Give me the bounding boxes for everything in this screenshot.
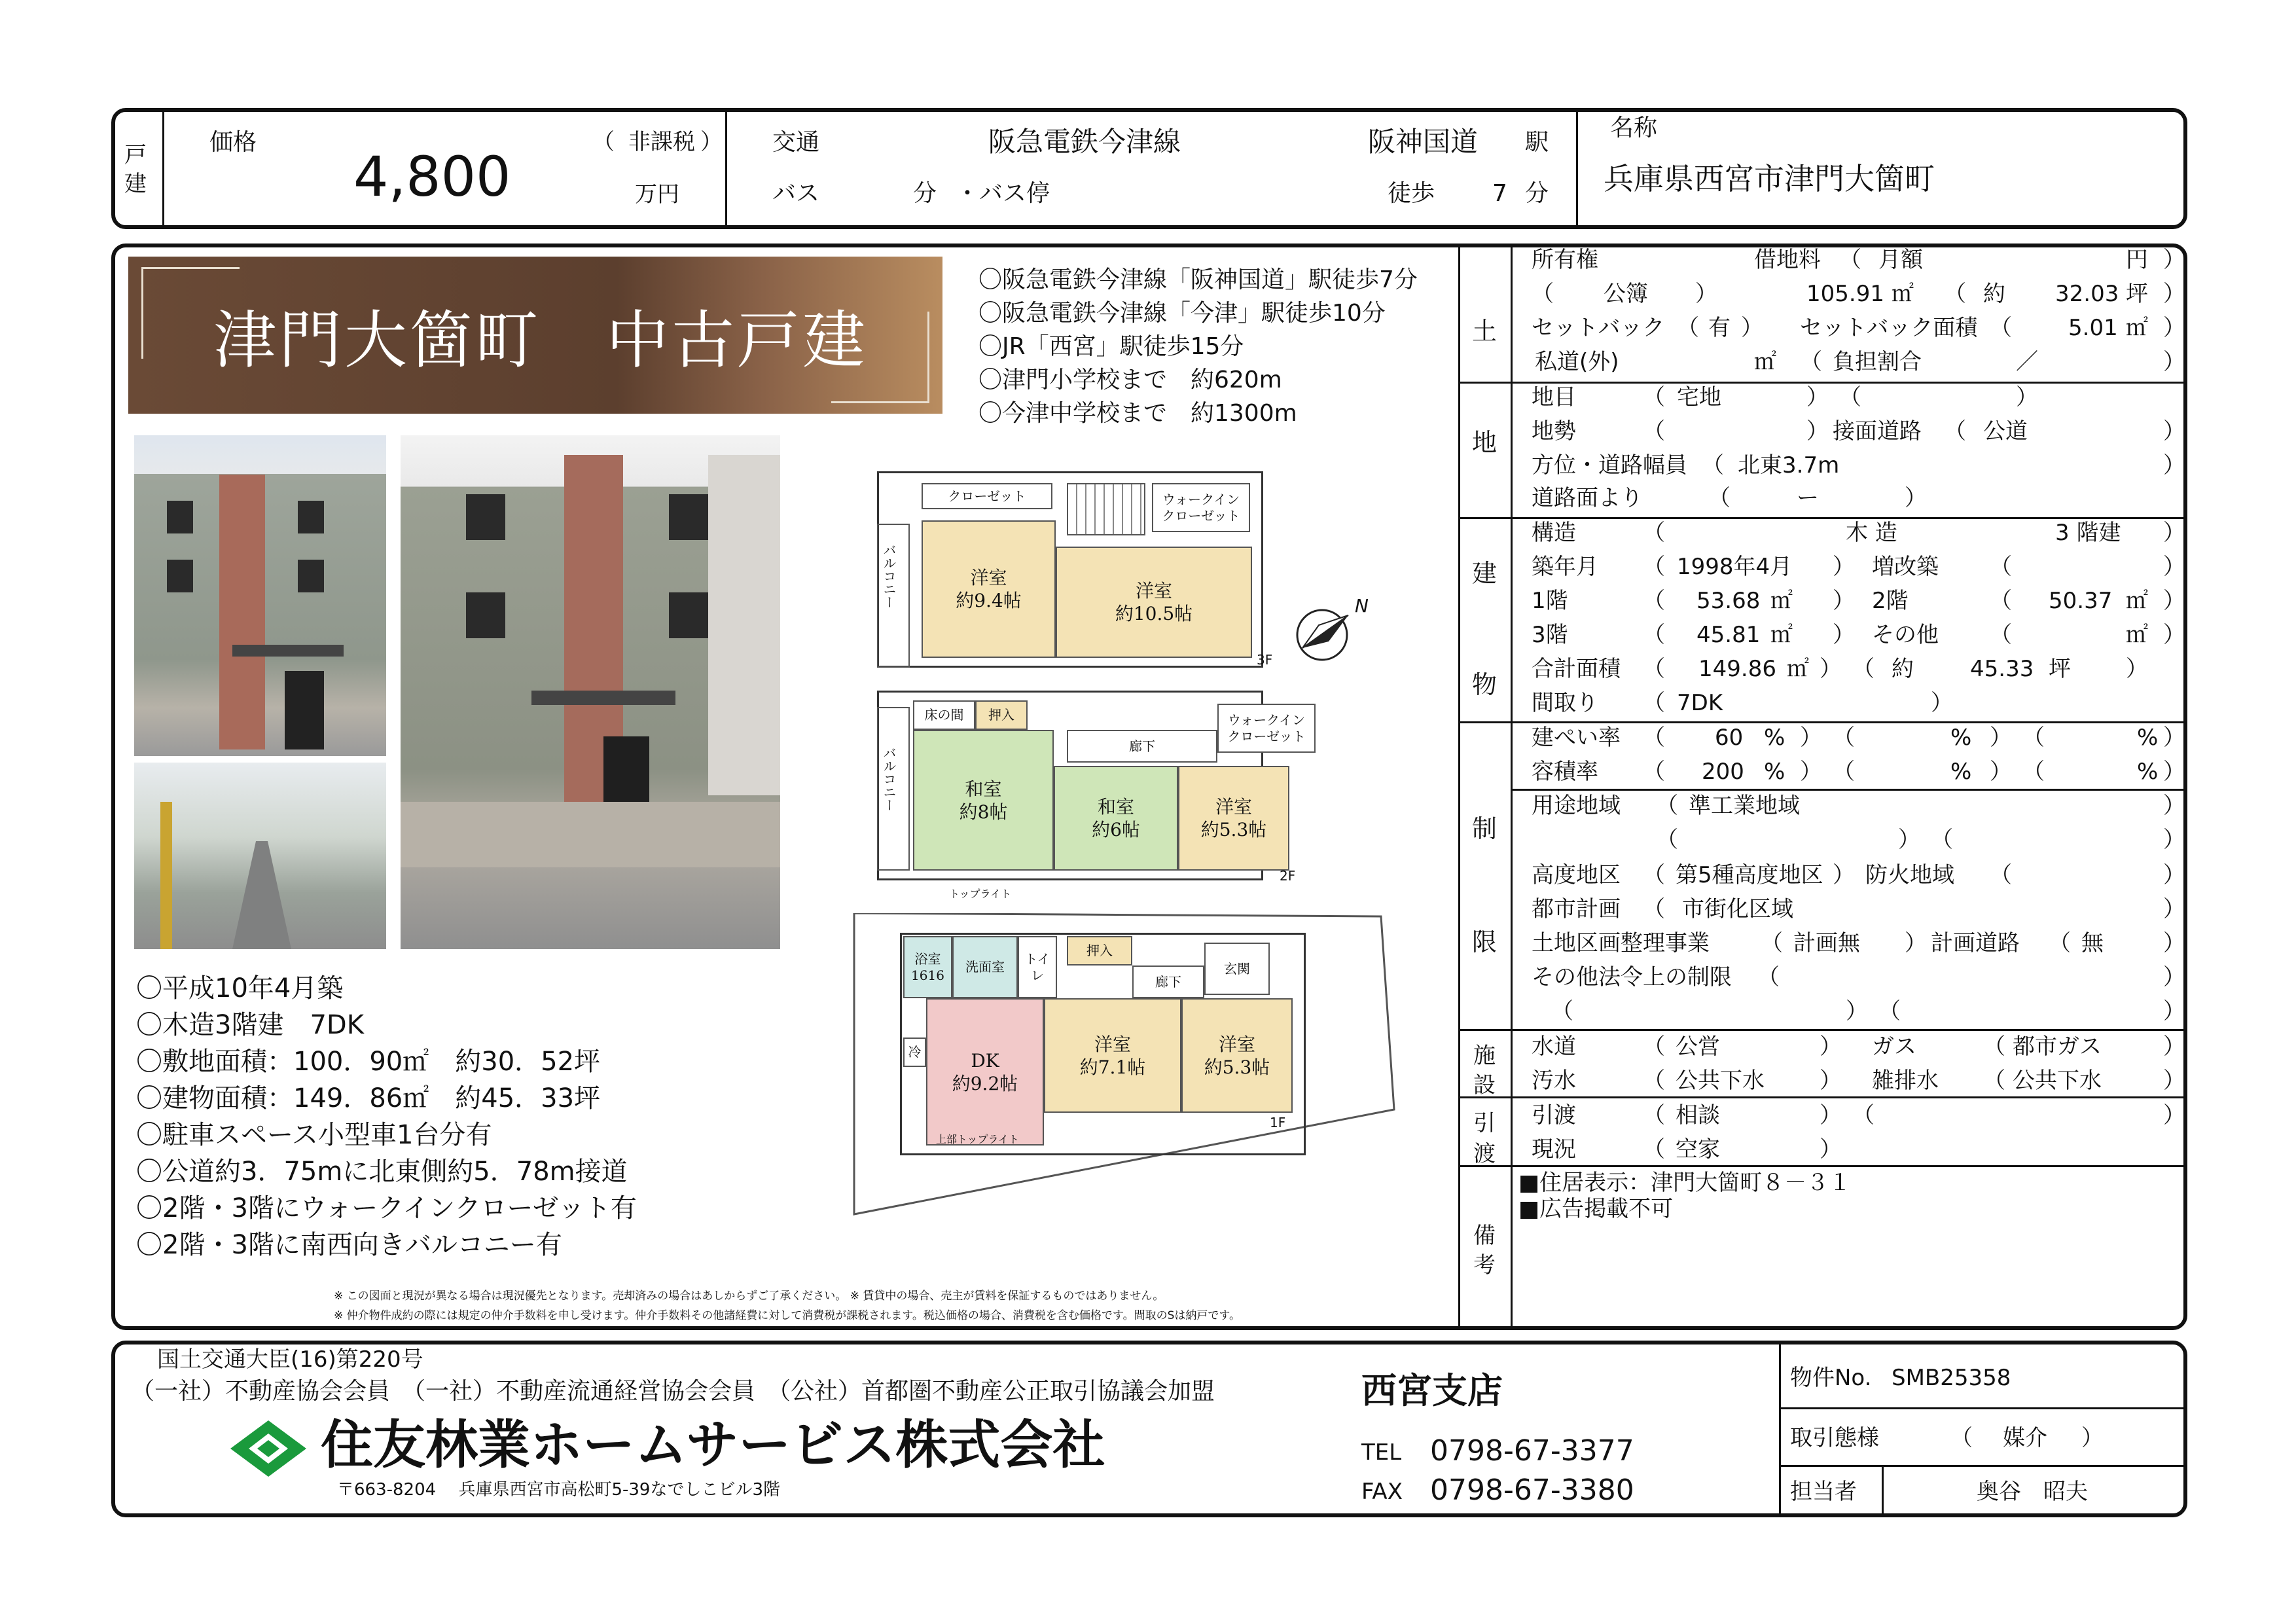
spec-cell: 坪 bbox=[2049, 656, 2071, 682]
price-label: 価格 bbox=[209, 129, 257, 156]
spec-cell: 105.91 bbox=[1806, 281, 1884, 307]
remark-line: ■広告掲載不可 bbox=[1518, 1196, 1674, 1222]
spec-cell: （ bbox=[2022, 759, 2045, 785]
spec-cell: 計画無 bbox=[1793, 930, 1860, 956]
tel-number: 0798-67-3377 bbox=[1430, 1434, 1634, 1468]
spec-cell: ） bbox=[2163, 862, 2185, 888]
spec-cell: ） bbox=[1820, 1068, 1842, 1094]
spec-cell: ） bbox=[1833, 622, 1855, 648]
spec-cell: % bbox=[1764, 759, 1785, 785]
spec-cell: 公共下水 bbox=[1676, 1068, 1765, 1094]
spec-cell: ） bbox=[1898, 827, 1920, 853]
spec-cell: 32.03 bbox=[2055, 281, 2119, 307]
room-1f-2: 洋室 約5.3帖 bbox=[1181, 998, 1293, 1113]
spec-cell: ） bbox=[1833, 588, 1855, 614]
street-photo bbox=[134, 763, 386, 949]
spec-cell: 計画道路 bbox=[1931, 930, 2020, 956]
company-logo-icon bbox=[229, 1419, 308, 1478]
house-photo-front bbox=[134, 435, 386, 756]
spec-cell: （ bbox=[1656, 793, 1678, 819]
spec-cell: 60 bbox=[1715, 725, 1744, 751]
feature-item: 〇建物面積：149．86㎡ 約45．33坪 bbox=[136, 1083, 601, 1113]
spec-cell: ） bbox=[1990, 725, 2012, 751]
spec-cell: （ bbox=[1643, 725, 1665, 751]
spec-cell: （ bbox=[1643, 554, 1665, 580]
spec-cell: （ bbox=[1656, 827, 1678, 853]
spec-cell: 空家 bbox=[1676, 1136, 1720, 1163]
spec-cell: ㎡ bbox=[1770, 588, 1793, 614]
closet: クローゼット bbox=[922, 483, 1052, 509]
spec-cell: 45.81 bbox=[1696, 622, 1761, 648]
spec-cell: ） bbox=[1820, 656, 1842, 682]
spec-cell: % bbox=[1950, 759, 1972, 785]
spec-cell: ） bbox=[2163, 315, 2185, 341]
spec-cell: 道路面より bbox=[1532, 485, 1643, 511]
oshiire-1f: 押入 bbox=[1067, 936, 1132, 965]
spec-cell: （ bbox=[1551, 998, 1573, 1024]
fax-label: FAX bbox=[1361, 1479, 1403, 1505]
floor-label-1f: 1F bbox=[1270, 1115, 1286, 1130]
spec-cell: ） bbox=[2163, 896, 2185, 922]
spec-cell: 構造 bbox=[1532, 520, 1576, 546]
transport-label: 交通 bbox=[772, 129, 820, 156]
property-no: SMB25358 bbox=[1892, 1365, 2011, 1391]
train-line: 阪急電鉄今津線 bbox=[988, 126, 1181, 158]
feature-item: 〇平成10年4月築 bbox=[136, 973, 344, 1003]
spec-cell: 円 bbox=[2126, 247, 2148, 273]
spec-cell: 53.68 bbox=[1696, 588, 1761, 614]
spec-cell: 容積率 bbox=[1532, 759, 1598, 785]
spec-cell: ㎡ bbox=[1754, 349, 1776, 375]
spec-cell: ） bbox=[1931, 690, 1953, 716]
walk-in-closet: ウォークイン クローゼット bbox=[1152, 483, 1250, 532]
spec-cell: 149.86 bbox=[1698, 656, 1776, 682]
balcony-label-2f: バルコニー bbox=[881, 746, 897, 812]
spec-cell: ） bbox=[2163, 793, 2185, 819]
spec-cell: （ bbox=[2049, 930, 2071, 956]
spec-cell: 雑排水 bbox=[1872, 1068, 1939, 1094]
spec-cell: 地目 bbox=[1532, 384, 1576, 410]
spec-cell: 200 bbox=[1702, 759, 1744, 785]
spec-cell: （ bbox=[1983, 1068, 2005, 1094]
spec-cell: 増改築 bbox=[1872, 554, 1939, 580]
spec-cell: （ bbox=[1983, 1034, 2005, 1060]
spec-cell: （ bbox=[1643, 862, 1665, 888]
walk-label: 徒歩 bbox=[1388, 180, 1435, 207]
spec-cell: ） bbox=[1806, 418, 1829, 444]
bus-minutes: 分 bbox=[913, 180, 937, 207]
spec-cell: ー bbox=[1797, 485, 1819, 511]
toilet: トイレ bbox=[1018, 936, 1057, 998]
remarks-cat-2: 考 bbox=[1473, 1252, 1496, 1278]
staff-label: 担当者 bbox=[1790, 1479, 1857, 1505]
bus-stop: ・バス停 bbox=[956, 180, 1050, 207]
spec-cell: 2階 bbox=[1872, 588, 1909, 614]
spec-cell: 坪 bbox=[2126, 281, 2148, 307]
spec-cell: 宅地 bbox=[1677, 384, 1721, 410]
spec-cell: 5.01 bbox=[2068, 315, 2118, 341]
spec-cell: ） bbox=[1990, 759, 2012, 785]
deal-close: ） bbox=[2081, 1425, 2104, 1451]
spec-cell: （ bbox=[1990, 622, 2012, 648]
spec-cell: ） bbox=[1820, 1136, 1842, 1163]
spec-cell: 土地区画整理事業 bbox=[1532, 930, 1710, 956]
spec-cell: ） bbox=[2163, 588, 2185, 614]
deal-type-label: 取引態様 bbox=[1790, 1425, 1879, 1451]
spec-cell: （ bbox=[1931, 827, 1953, 853]
spec-cell: ） bbox=[2163, 1068, 2185, 1094]
tokonoma: 床の間 bbox=[913, 700, 975, 730]
spec-cell: 建ぺい率 bbox=[1532, 725, 1621, 751]
spec-cell: （ bbox=[1852, 656, 1874, 682]
spec-cell: ガス bbox=[1872, 1034, 1916, 1060]
spec-cell: 第5種高度地区 bbox=[1676, 862, 1823, 888]
hallway-2f: 廊下 bbox=[1067, 730, 1217, 763]
property-type-label: 戸建 bbox=[124, 142, 147, 198]
toplight-1f: 上部トップライト bbox=[936, 1133, 1020, 1146]
spec-cell: ） bbox=[2163, 1102, 2185, 1128]
spec-cell: 7DK bbox=[1677, 690, 1723, 716]
price-value: 4,800 bbox=[353, 145, 511, 209]
access-item: 〇阪急電鉄今津線「今津」駅徒歩10分 bbox=[978, 300, 1386, 327]
feature-item: 〇2階・3階にウォークインクローゼット有 bbox=[136, 1193, 637, 1223]
spec-cell: その他 bbox=[1872, 622, 1939, 648]
remarks-cat: 備 bbox=[1473, 1223, 1496, 1249]
washroom: 洗面室 bbox=[952, 936, 1018, 998]
spec-cell: 方位・道路幅員 bbox=[1532, 452, 1687, 478]
tax-status: 非課税 bbox=[628, 129, 695, 155]
feature-item: 〇駐車スペース小型車1台分有 bbox=[136, 1120, 492, 1150]
dining-kitchen: DK 約9.2帖 bbox=[926, 998, 1044, 1146]
spec-cell: 地勢 bbox=[1532, 418, 1576, 444]
compass-icon bbox=[1289, 596, 1361, 668]
tax-open: （ bbox=[592, 129, 615, 155]
spec-cell: （ bbox=[1643, 418, 1665, 444]
facility-cat-2: 設 bbox=[1473, 1072, 1496, 1098]
spec-cell: ） bbox=[2126, 656, 2148, 682]
spec-cell: その他法令上の制限 bbox=[1532, 964, 1732, 990]
spec-cell: ） bbox=[2163, 622, 2185, 648]
spec-cell: （ bbox=[1944, 418, 1966, 444]
house-photo-angle bbox=[401, 435, 780, 949]
hallway-1f: 廊下 bbox=[1132, 965, 1204, 998]
spec-cell: 1階 bbox=[1532, 588, 1568, 614]
spec-cell: （ bbox=[1757, 964, 1780, 990]
access-item: 〇今津中学校まで 約1300m bbox=[978, 400, 1297, 427]
spec-cell: ） bbox=[1800, 759, 1822, 785]
spec-cell: （ bbox=[1643, 1034, 1665, 1060]
spec-cell: 50.37 bbox=[2049, 588, 2113, 614]
balcony-label: バルコニー bbox=[881, 543, 897, 609]
bus-label: バス bbox=[772, 180, 820, 207]
spec-cell: 45.33 bbox=[1970, 656, 2034, 682]
spec-cell: ） bbox=[2163, 281, 2185, 307]
spec-cell: ㎡ bbox=[1892, 281, 1914, 307]
fax-number: 0798-67-3380 bbox=[1430, 1473, 1634, 1507]
spec-cell: （ bbox=[1944, 281, 1966, 307]
remark-line: ■住居表示：津門大箇町８－３１ bbox=[1518, 1170, 1852, 1196]
spec-cell: （ bbox=[1643, 759, 1665, 785]
spec-cell: 都市ガス bbox=[2013, 1034, 2102, 1060]
spec-cell: （ bbox=[1643, 588, 1665, 614]
spec-cell: ） bbox=[2163, 520, 2185, 546]
feature-item: 〇敷地面積：100．90㎡ 約30．52坪 bbox=[136, 1047, 601, 1077]
spec-cell: ／ bbox=[2016, 349, 2038, 375]
spec-cell: 築年月 bbox=[1532, 554, 1598, 580]
spec-cell: （ bbox=[1800, 349, 1822, 375]
spec-cell: ） bbox=[1833, 862, 1855, 888]
name-label: 名称 bbox=[1610, 115, 1658, 141]
spec-cell: （ bbox=[1839, 384, 1861, 410]
walk-unit: 分 bbox=[1525, 180, 1549, 207]
spec-cell: 無 bbox=[2081, 930, 2104, 956]
tel-label: TEL bbox=[1361, 1439, 1402, 1466]
spec-cell: ） bbox=[1741, 315, 1763, 341]
spec-cell: % bbox=[2137, 725, 2159, 751]
room-1f-1: 洋室 約7.1帖 bbox=[1044, 998, 1181, 1113]
spec-cell: （ bbox=[1643, 896, 1665, 922]
walk-minutes: 7 bbox=[1492, 180, 1507, 207]
spec-cell: （ bbox=[1833, 759, 1855, 785]
banner-title: 津門大箇町 中古戸建 bbox=[213, 304, 868, 377]
spec-cell: 用途地域 bbox=[1532, 793, 1621, 819]
spec-cell: 1998年4月 bbox=[1677, 554, 1793, 580]
spec-cell: （ bbox=[1643, 1068, 1665, 1094]
spec-cell: ㎡ bbox=[2126, 622, 2148, 648]
spec-cell: ） bbox=[1695, 281, 1717, 307]
building-cat: 建 bbox=[1471, 559, 1497, 588]
spec-cell: 公営 bbox=[1676, 1034, 1720, 1060]
spec-cell: 北東3.7m bbox=[1738, 452, 1840, 478]
spec-cell: 公共下水 bbox=[2013, 1068, 2102, 1094]
room-3f-2: 洋室 約10.5帖 bbox=[1056, 547, 1252, 658]
spec-cell: ） bbox=[1833, 554, 1855, 580]
price-unit: 万円 bbox=[635, 181, 679, 208]
spec-cell: （ bbox=[1990, 588, 2012, 614]
spec-cell: 公道 bbox=[1983, 418, 2028, 444]
spec-cell: （ bbox=[1643, 520, 1665, 546]
spec-cell: ） bbox=[2163, 827, 2185, 853]
disclaimer: ※ 仲介物件成約の際には規定の仲介手数料を申し受けます。仲介手数料その他諸経費に対して消費税が課税されます。税込価格の場合、消費税を含む価格です。間取のSは納戸です。 bbox=[334, 1309, 1240, 1322]
spec-cell: ） bbox=[2163, 418, 2185, 444]
spec-cell: 防火地域 bbox=[1865, 862, 1954, 888]
room-3f-1: 洋室 約9.4帖 bbox=[922, 520, 1056, 658]
spec-cell: 都市計画 bbox=[1532, 896, 1621, 922]
spec-cell: （ bbox=[1839, 247, 1861, 273]
spec-cell: 市街化区域 bbox=[1682, 896, 1793, 922]
feature-item: 〇公道約3．75mに北東側約5．78m接道 bbox=[136, 1157, 628, 1187]
floor-label-2f: 2F bbox=[1280, 868, 1296, 884]
spec-cell: セットバック面積 bbox=[1800, 315, 1978, 341]
license-number: 国土交通大臣(16)第220号 bbox=[157, 1346, 423, 1373]
spec-cell: ㎡ bbox=[2126, 315, 2148, 341]
deal-type: 媒介 bbox=[2003, 1425, 2047, 1451]
spec-cell: 3階 bbox=[1532, 622, 1568, 648]
room-2f-1: 和室 約8帖 bbox=[913, 730, 1054, 871]
spec-cell: 約 bbox=[1892, 656, 1914, 682]
room-2f-2: 和室 約6帖 bbox=[1054, 766, 1178, 871]
station-suffix: 駅 bbox=[1525, 129, 1549, 156]
spec-cell: 接面道路 bbox=[1833, 418, 1922, 444]
fridge: 冷 bbox=[903, 1038, 926, 1067]
spec-cell: ） bbox=[2163, 930, 2185, 956]
associations: （一社）不動産協会会員 （一社）不動産流通経営協会会員 （公社）首都圏不動産公正取引協議会加盟 bbox=[131, 1378, 1215, 1405]
toplight-2f: トップライト bbox=[949, 888, 1012, 900]
spec-cell: ） bbox=[2163, 998, 2185, 1024]
floor-plan bbox=[851, 471, 1414, 1218]
access-item: 〇阪急電鉄今津線「阪神国道」駅徒歩7分 bbox=[978, 266, 1418, 293]
spec-cell: ） bbox=[2016, 384, 2038, 410]
spec-cell: ） bbox=[1820, 1034, 1842, 1060]
spec-cell: ） bbox=[2163, 452, 2185, 478]
spec-cell: 公簿 bbox=[1604, 281, 1648, 307]
spec-cell: 合計面積 bbox=[1532, 656, 1621, 682]
spec-cell: （ bbox=[1990, 315, 2012, 341]
spec-cell: ） bbox=[2163, 349, 2185, 375]
title-banner bbox=[128, 257, 942, 414]
spec-cell: ） bbox=[2163, 554, 2185, 580]
spec-cell: （ bbox=[1643, 622, 1665, 648]
spec-cell: ） bbox=[1800, 725, 1822, 751]
spec-cell: （ bbox=[1643, 384, 1665, 410]
spec-cell: ） bbox=[2163, 759, 2185, 785]
land-cat: 土 bbox=[1471, 317, 1497, 346]
spec-cell: （ bbox=[1761, 930, 1783, 956]
spec-cell: ㎡ bbox=[2126, 588, 2148, 614]
handover-cat-2: 渡 bbox=[1473, 1141, 1496, 1167]
spec-cell: 木 造 bbox=[1846, 520, 1897, 546]
spec-cell: （ bbox=[1990, 862, 2012, 888]
facility-cat: 施 bbox=[1473, 1043, 1496, 1069]
walk-in-closet-2f: ウォークイン クローゼット bbox=[1217, 704, 1316, 753]
spec-cell: 所有権 bbox=[1532, 247, 1598, 273]
tax-close: ） bbox=[700, 129, 723, 155]
spec-cell: （ bbox=[1990, 554, 2012, 580]
spec-cell: 高度地区 bbox=[1532, 862, 1621, 888]
spec-cell: （ bbox=[1643, 656, 1665, 682]
spec-cell: ） bbox=[1846, 998, 1868, 1024]
access-item: 〇津門小学校まで 約620m bbox=[978, 367, 1282, 393]
spec-cell: （ bbox=[1702, 452, 1724, 478]
spec-cell: セットバック bbox=[1532, 315, 1665, 341]
handover-cat: 引 bbox=[1473, 1110, 1496, 1136]
entrance: 玄関 bbox=[1204, 943, 1270, 995]
spec-cell: ） bbox=[2163, 1034, 2185, 1060]
restriction-cat-2: 限 bbox=[1471, 928, 1497, 956]
spec-cell: （ bbox=[1643, 1136, 1665, 1163]
feature-item: 〇2階・3階に南西向きバルコニー有 bbox=[136, 1230, 562, 1260]
spec-cell: （ bbox=[1532, 281, 1554, 307]
room-2f-3: 洋室 約5.3帖 bbox=[1178, 766, 1289, 871]
access-item: 〇JR「西宮」駅徒歩15分 bbox=[978, 333, 1244, 360]
land-cat-2: 地 bbox=[1471, 428, 1497, 457]
spec-cell: 私道(外) bbox=[1535, 349, 1619, 375]
spec-cell: （ bbox=[1643, 1102, 1665, 1128]
spec-cell: ） bbox=[1905, 485, 1927, 511]
property-no-label: 物件No. bbox=[1790, 1365, 1872, 1391]
feature-item: 〇木造3階建 7DK bbox=[136, 1010, 364, 1040]
spec-cell: ㎡ bbox=[1770, 622, 1793, 648]
spec-cell: （ bbox=[1708, 485, 1731, 511]
restriction-cat: 制 bbox=[1471, 814, 1497, 843]
spec-cell: 負担割合 bbox=[1833, 349, 1922, 375]
spec-cell: 約 bbox=[1983, 281, 2005, 307]
spec-cell: 月額 bbox=[1878, 247, 1923, 273]
spec-cell: 現況 bbox=[1532, 1136, 1576, 1163]
spec-cell: 水道 bbox=[1532, 1034, 1576, 1060]
deal-open: （ bbox=[1950, 1425, 1973, 1451]
spec-cell: ） bbox=[2163, 247, 2185, 273]
oshiire-2f: 押入 bbox=[975, 700, 1028, 730]
company-address: 〒663-8204 兵庫県西宮市高松町5-39なでしこビル3階 bbox=[337, 1480, 780, 1500]
spec-cell: （ bbox=[1677, 315, 1699, 341]
spec-cell: 3 階建 bbox=[2055, 520, 2121, 546]
spec-cell: 間取り bbox=[1532, 690, 1598, 716]
property-name: 兵庫県西宮市津門大箇町 bbox=[1604, 161, 1935, 196]
spec-cell: （ bbox=[1643, 690, 1665, 716]
company-name: 住友林業ホームサービス株式会社 bbox=[321, 1415, 1105, 1475]
spec-cell: % bbox=[1950, 725, 1972, 751]
spec-cell: 引渡 bbox=[1532, 1102, 1576, 1128]
spec-cell: ） bbox=[2163, 725, 2185, 751]
disclaimer: ※ この図面と現況が異なる場合は現況優先となります。売却済みの場合はあしからずご了承ください。 ※ 賃貸中の場合、売主が賃料を保証するものではありません。 bbox=[334, 1290, 1164, 1303]
branch-name: 西宮支店 bbox=[1361, 1370, 1503, 1411]
spec-cell: （ bbox=[1878, 998, 1901, 1024]
spec-cell: 相談 bbox=[1676, 1102, 1720, 1128]
spec-cell: ㎡ bbox=[1787, 656, 1809, 682]
spec-cell: ） bbox=[1905, 930, 1927, 956]
station-name: 阪神国道 bbox=[1368, 126, 1479, 158]
staff-name: 奥谷 昭夫 bbox=[1977, 1479, 2088, 1505]
compass-north: N bbox=[1355, 595, 1369, 617]
spec-cell: （ bbox=[2022, 725, 2045, 751]
spec-cell: 汚水 bbox=[1532, 1068, 1576, 1094]
spec-cell: （ bbox=[1852, 1102, 1874, 1128]
spec-cell: 有 bbox=[1708, 315, 1731, 341]
spec-cell: （ bbox=[1833, 725, 1855, 751]
spec-cell: % bbox=[1764, 725, 1785, 751]
spec-cell: % bbox=[2137, 759, 2159, 785]
building-cat-2: 物 bbox=[1471, 670, 1497, 699]
bathroom: 浴室 1616 bbox=[903, 936, 952, 998]
spec-cell: ） bbox=[1820, 1102, 1842, 1128]
spec-cell: ） bbox=[2163, 964, 2185, 990]
spec-cell: 準工業地域 bbox=[1689, 793, 1800, 819]
spec-cell: 借地料 bbox=[1754, 247, 1821, 273]
floor-label-3f: 3F bbox=[1257, 652, 1273, 668]
spec-cell: ） bbox=[1806, 384, 1829, 410]
